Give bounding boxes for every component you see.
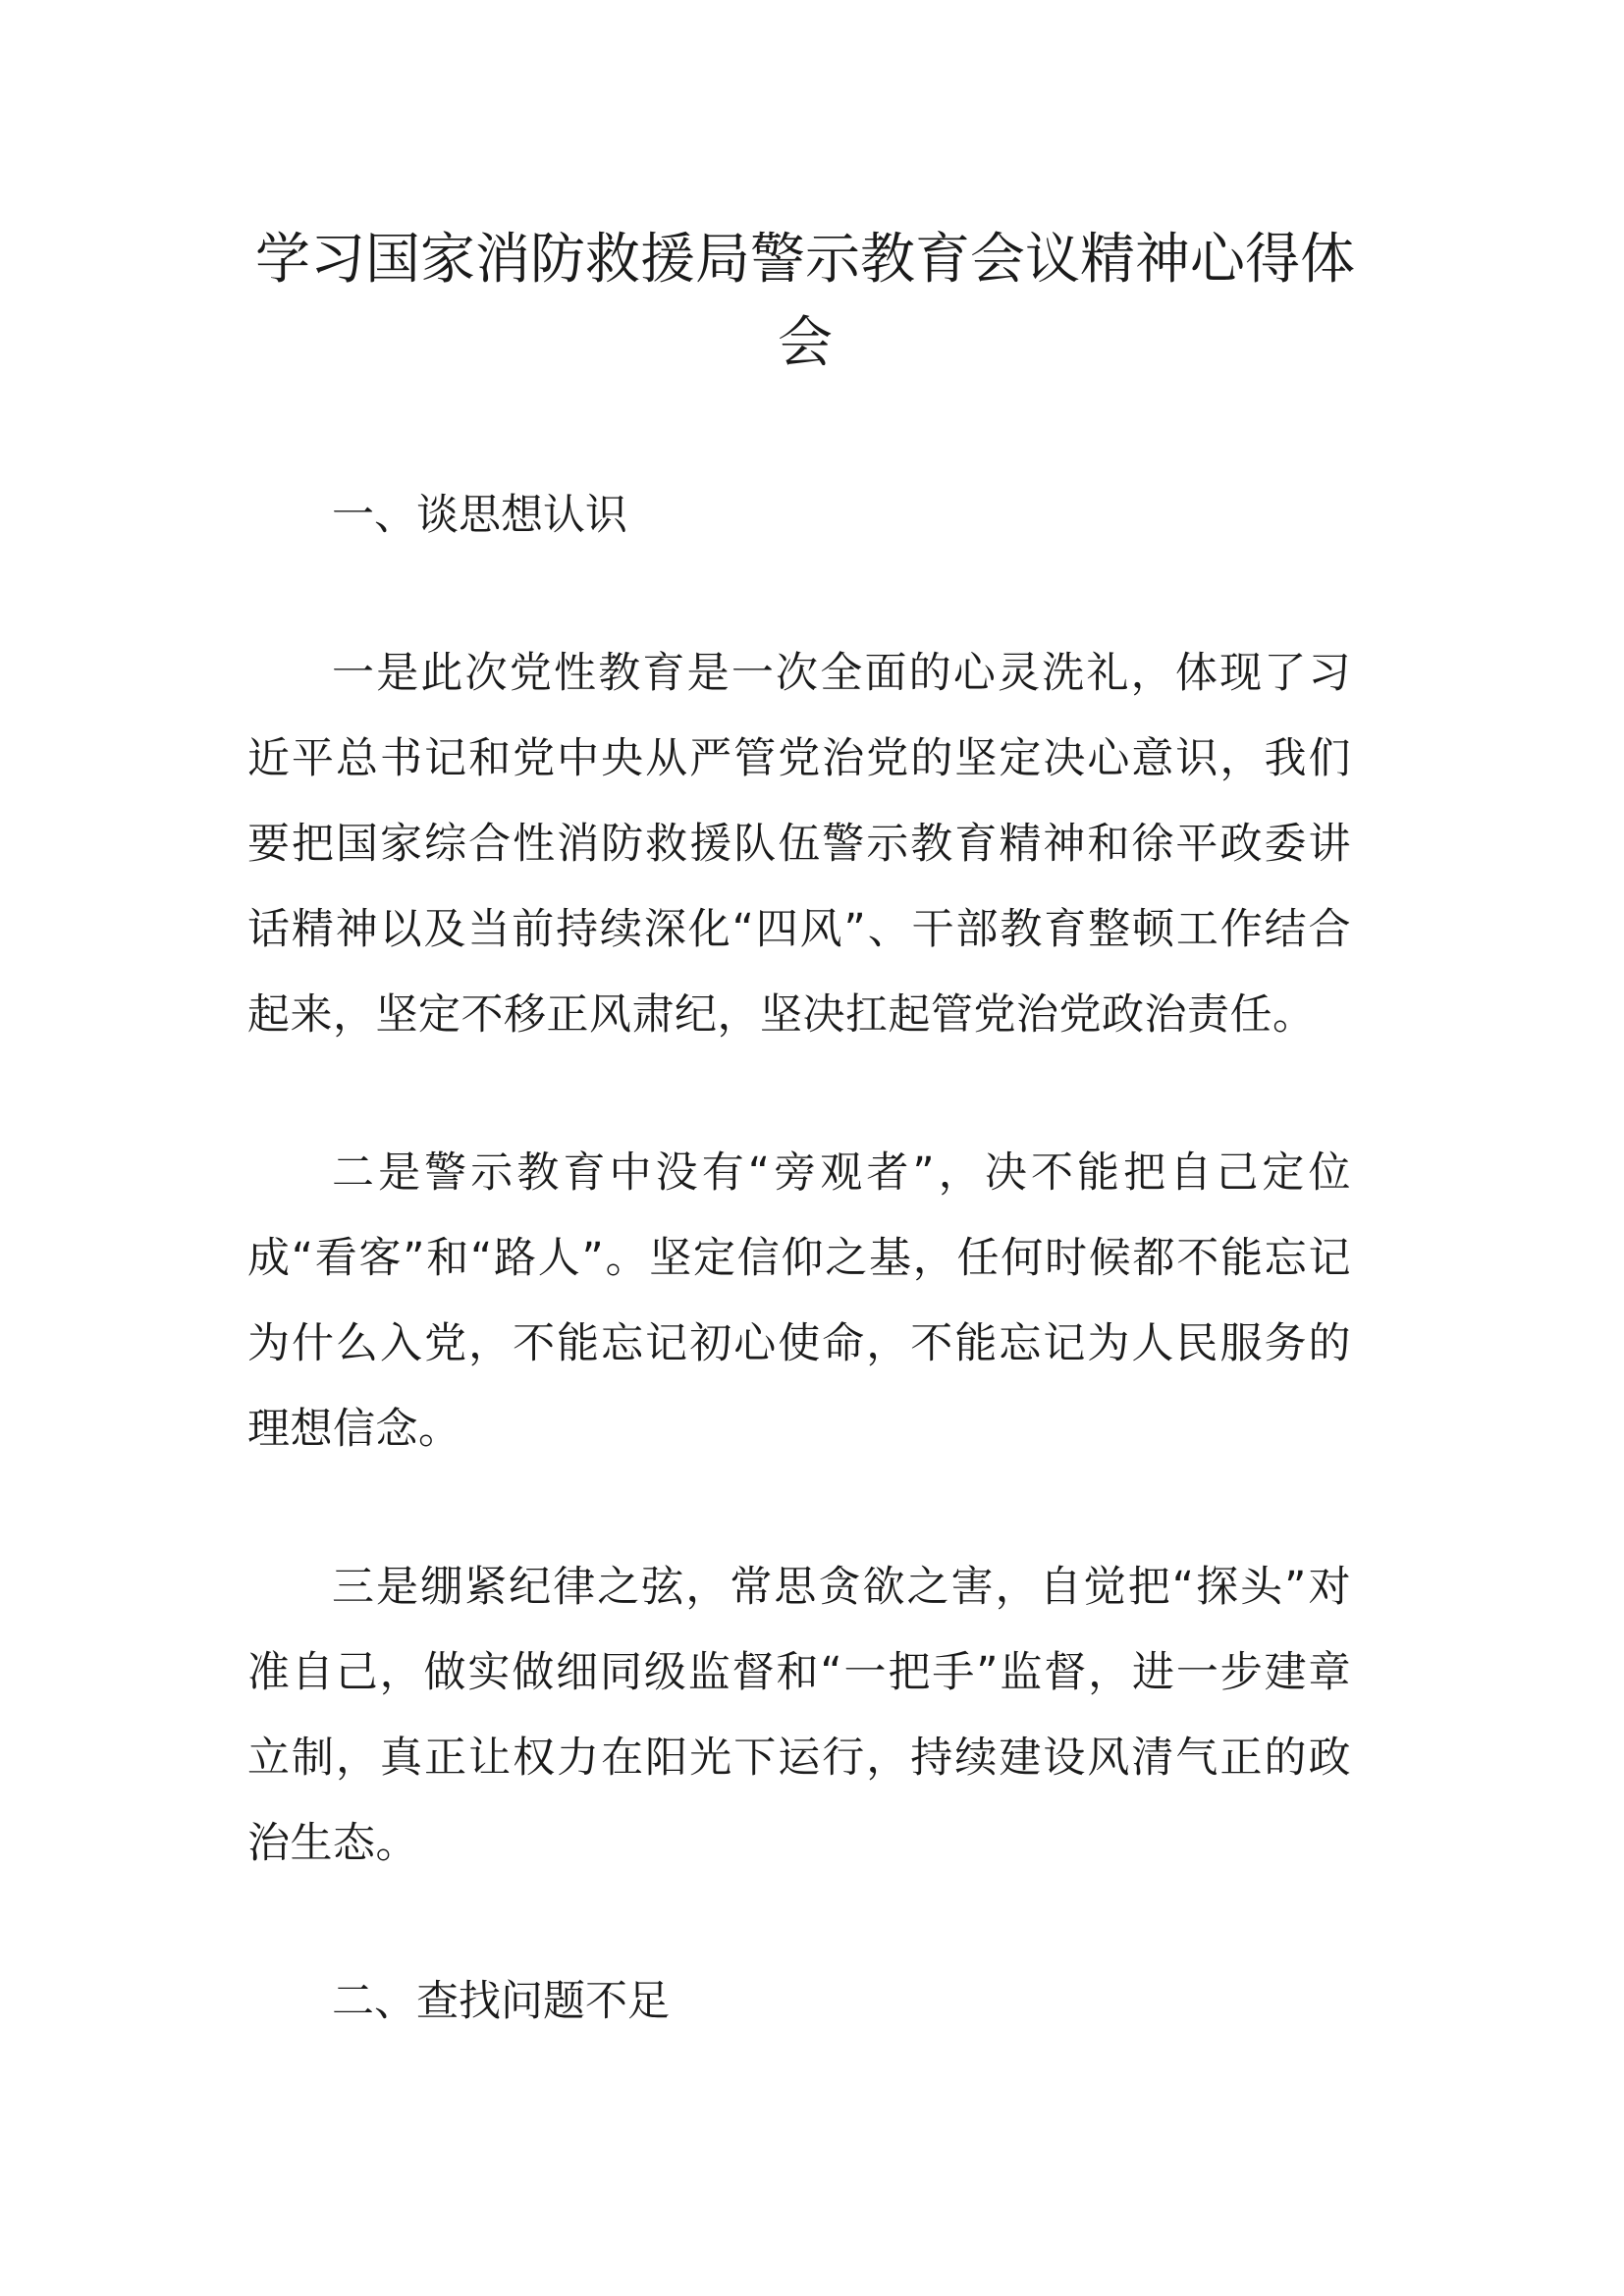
page-title: 学习国家消防救援局警示教育会议精神心得体会 [255,228,1355,375]
paragraph: 二是警示教育中没有“旁观者”，决不能把自己定位成“看客”和“路人”。坚定信仰之基，任何时候都不能忘记为什么入党，不能忘记初心使命，不能忘记为人民服务的理想信念。 [247,1148,1351,1454]
paragraph: 三是绷紧纪律之弦，常思贪欲之害，自觉把“探头”对准自己，做实做细同级监督和“一把手”监督，进一步建章立制，真正让权力在阳光下运行，持续建设风清气正的政治生态。 [247,1563,1351,1868]
paragraph: 一是此次党性教育是一次全面的心灵洗礼，体现了习近平总书记和党中央从严管党治党的坚定决心意识，我们要把国家综合性消防救援队伍警示教育精神和徐平政委讲话精神以及当前持续深化“四风”、干部教育整顿工作结合起来，坚定不移正风肃纪，坚决扛起管党治党政治责任。 [247,649,1351,1040]
document-body [247,473,1351,2117]
section-heading: 一、谈思想认识 [332,491,627,540]
section-heading: 二、查找问题不足 [332,1977,670,2026]
